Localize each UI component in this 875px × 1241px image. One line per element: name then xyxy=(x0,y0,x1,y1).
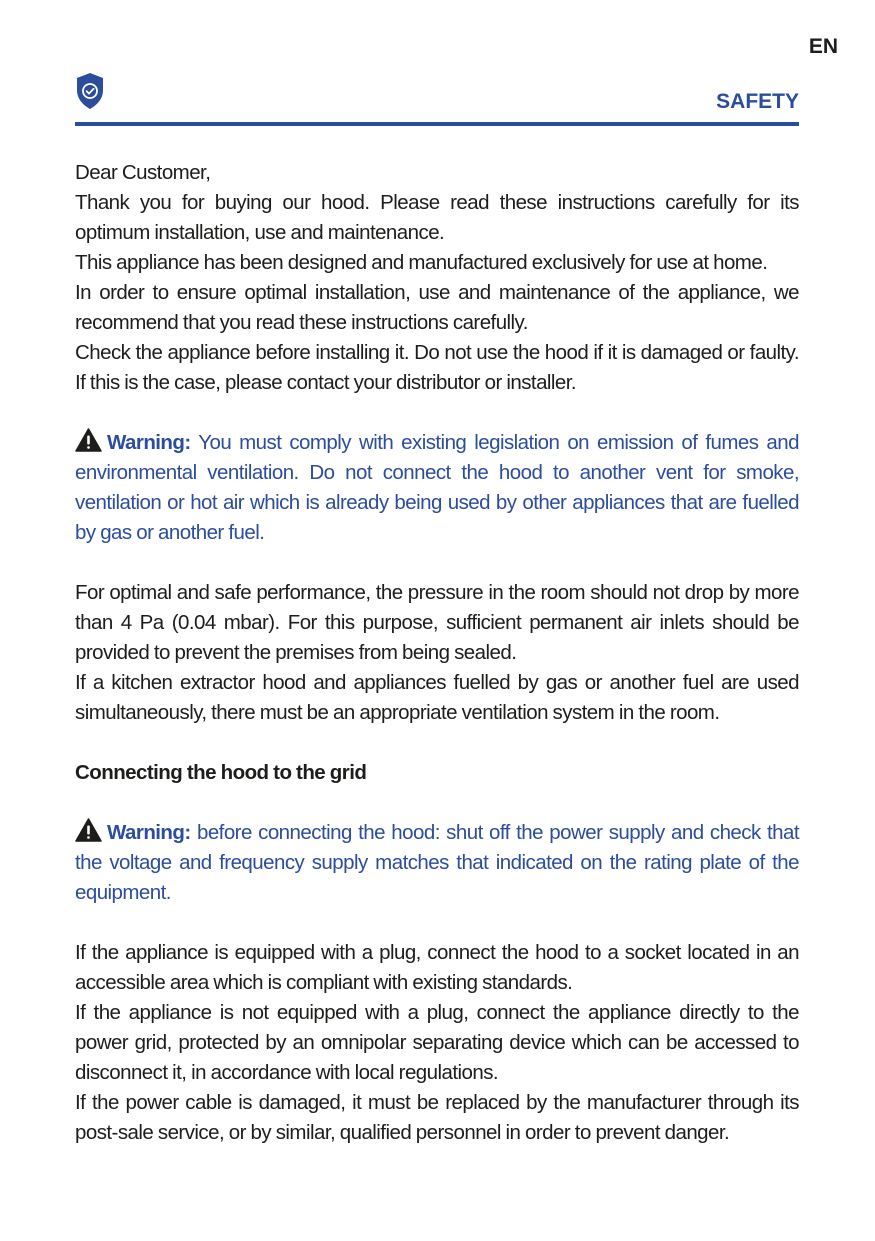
warning-triangle-icon xyxy=(75,818,102,842)
intro-paragraph: Thank you for buying our hood. Please read these instructions carefully for its optimum installation, use and maintenance. xyxy=(75,191,799,244)
no-plug-paragraph: If the appliance is not equipped with a plug, connect the appliance directly to the power grid, protected by an omnipolar separating device which can be accessed to disconnect it, in accordance with local regulations. xyxy=(75,1001,799,1084)
ventilation-paragraph: If a kitchen extractor hood and appliances fuelled by gas or another fuel are used simultaneously, there must be an appropriate ventilation system in the room. xyxy=(75,671,799,724)
warning-block xyxy=(75,428,799,548)
subsection-heading: Connecting the hood to the grid xyxy=(75,761,367,784)
warning-triangle-icon xyxy=(75,428,102,452)
spacer xyxy=(75,398,799,428)
pressure-paragraph: For optimal and safe performance, the pressure in the room should not drop by more than 4 Pa (0.04 mbar). For this purpose, sufficient permanent air inlets should be provided to prevent the premises from being sealed. xyxy=(75,581,799,664)
document-body xyxy=(75,158,799,1148)
warning-text: before connecting the hood: shut off the power supply and check that the voltage and frequency supply matches that indicated on the rating plate of the equipment. xyxy=(75,821,799,904)
intro-paragraph: This appliance has been designed and manufactured exclusively for use at home. xyxy=(75,251,768,274)
section-header xyxy=(75,72,799,126)
warning-label: Warning: xyxy=(107,431,191,454)
warning-block xyxy=(75,818,799,908)
power-cable-paragraph: If the power cable is damaged, it must be replaced by the manufacturer through its post-sale service, or by similar, qualified personnel in order to prevent danger. xyxy=(75,1091,799,1144)
shield-check-icon xyxy=(75,72,105,110)
spacer xyxy=(75,548,799,578)
header-divider xyxy=(75,122,799,126)
greeting: Dear Customer, xyxy=(75,161,211,184)
plug-paragraph: If the appliance is equipped with a plug, connect the hood to a socket located in an accessible area which is compliant with existing standards. xyxy=(75,941,799,994)
warning-text: You must comply with existing legislation on emission of fumes and environmental ventilation. Do not connect the hood to another vent for smoke, ventilation or hot air which is already being used by other appliances that are fuelled by gas or another fuel. xyxy=(75,431,799,544)
intro-paragraph: Check the appliance before installing it. Do not use the hood if it is damaged or faulty. If this is the case, please contact your distributor or installer. xyxy=(75,341,799,394)
section-title: SAFETY xyxy=(716,90,799,113)
language-code: EN xyxy=(808,35,838,58)
intro-paragraph: In order to ensure optimal installation, use and maintenance of the appliance, we recommend that you read these instructions carefully. xyxy=(75,281,799,334)
spacer xyxy=(75,728,799,758)
spacer xyxy=(75,908,799,938)
warning-label: Warning: xyxy=(107,821,191,844)
spacer xyxy=(75,788,799,818)
